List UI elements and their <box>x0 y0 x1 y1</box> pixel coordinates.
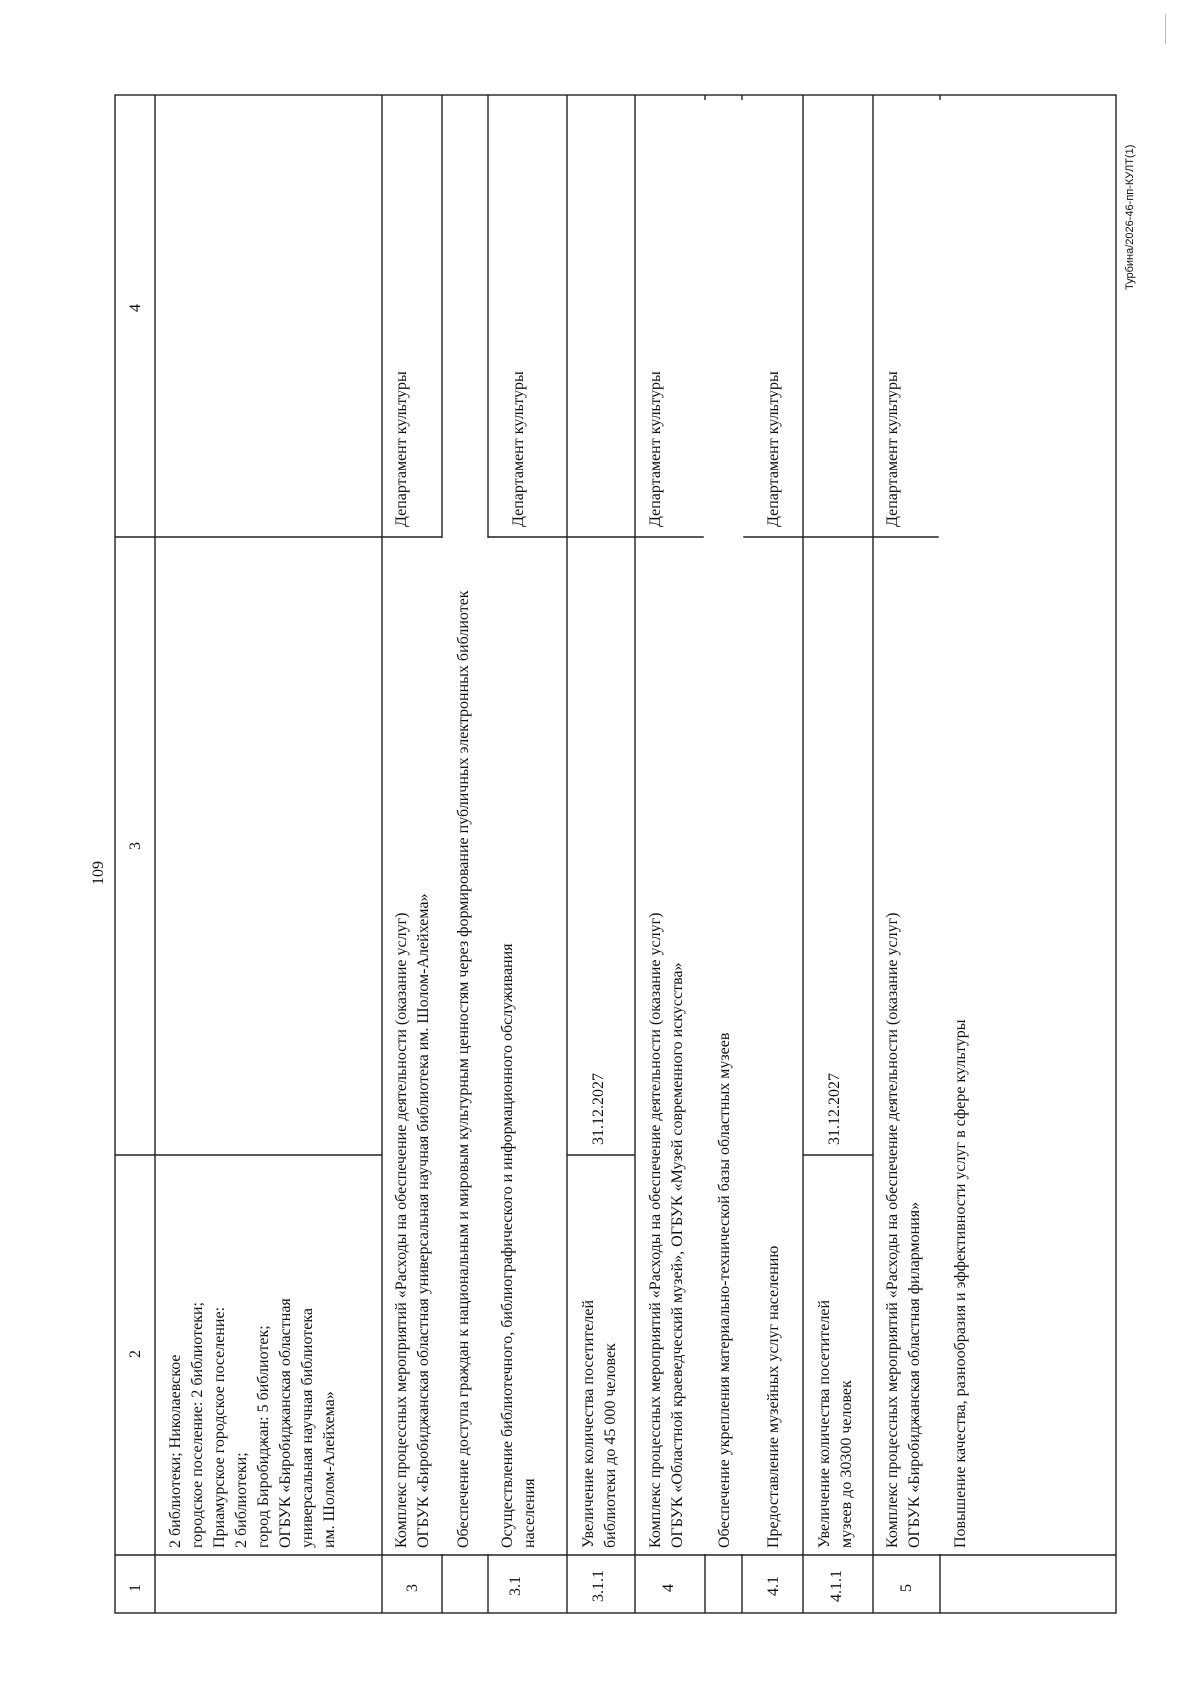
row9-responsible: Департамент культуры <box>884 371 901 527</box>
row0-col2-line1: 2 библиотеки; Николаевское <box>167 1354 184 1548</box>
row1-text-line2: ОГБУК «Биробиджанская областная универсальная научная библиотека им. Шолом-Алейхема» <box>415 893 432 1548</box>
row8-text-line1: Увеличение количества посетителей <box>816 1299 833 1548</box>
row8-num: 4.1.1 <box>828 1570 845 1602</box>
row1-num: 3 <box>404 1584 421 1592</box>
row1-text-line1: Комплекс процессных мероприятий «Расходы на обеспечение деятельности (оказание услуг) <box>393 912 410 1548</box>
row5-text-line2: ОГБУК «Областной краеведческий музей», ОГБУК «Музей современного искусства» <box>669 962 686 1548</box>
row10-goal: Повышение качества, разнообразия и эффективности услуг в сфере культуры <box>952 1019 969 1548</box>
row8-date: 31.12.2027 <box>826 1073 843 1145</box>
row4-num: 3.1.1 <box>590 1570 607 1602</box>
header-col-2: 2 <box>127 1350 144 1358</box>
row3-text-line1: Осуществление библиотечного, библиографического и информационного обслуживания <box>499 943 516 1548</box>
row4-text-line2: библиотеки до 45 000 человек <box>602 1343 619 1548</box>
page-number: 109 <box>90 861 107 885</box>
row3-responsible: Департамент культуры <box>510 371 527 527</box>
row4-date: 31.12.2027 <box>590 1073 607 1145</box>
row3-text-line2: населения <box>521 1478 538 1548</box>
row0-col2-line7: универсальная научная библиотека <box>299 1308 316 1548</box>
row0-col2-line2: городское поселение: 2 библиотеки; <box>189 1302 206 1548</box>
row9-num: 5 <box>898 1584 915 1592</box>
header-col-1: 1 <box>127 1584 144 1592</box>
row7-num: 4.1 <box>765 1576 782 1596</box>
header-col-4: 4 <box>127 304 144 312</box>
row1-responsible: Департамент культуры <box>393 371 410 527</box>
row5-responsible: Департамент культуры <box>647 371 664 527</box>
row9-text-line2: ОГБУК «Биробиджанская областная филармония» <box>906 1201 923 1548</box>
row3-num: 3.1 <box>507 1576 524 1596</box>
row8-text-line2: музеев до 30300 человек <box>838 1380 855 1548</box>
row4-text-line1: Увеличение количества посетителей <box>580 1299 597 1548</box>
header-col-3: 3 <box>127 842 144 850</box>
row0-col2-line3: Приамурское городское поселение: <box>211 1306 228 1548</box>
row0-col2-line4: 2 библиотеки; <box>233 1452 250 1548</box>
row0-col2-line5: город Биробиджан: 5 библиотек; <box>255 1325 272 1548</box>
document-footer: Турбина/2026-46-пп-КУЛТ(1) <box>1124 144 1136 290</box>
row0-col2-line6: ОГБУК «Биробиджанская областная <box>277 1298 294 1548</box>
row9-text-line1: Комплекс процессных мероприятий «Расходы на обеспечение деятельности (оказание услуг) <box>884 912 901 1548</box>
row7-responsible: Департамент культуры <box>765 371 782 527</box>
row0-col2-line8: им. Шолом-Алейхема» <box>321 1391 338 1548</box>
row5-num: 4 <box>660 1584 677 1592</box>
row5-text-line1: Комплекс процессных мероприятий «Расходы на обеспечение деятельности (оказание услуг) <box>647 912 664 1548</box>
row6-goal: Обеспечение укрепления материально-технической базы областных музеев <box>716 1032 733 1548</box>
row7-text: Предоставление музейных услуг населению <box>765 1245 782 1548</box>
row2-goal: Обеспечение доступа граждан к национальным и мировым культурным ценностям через формирование публичных электронных библиотек <box>455 590 472 1548</box>
